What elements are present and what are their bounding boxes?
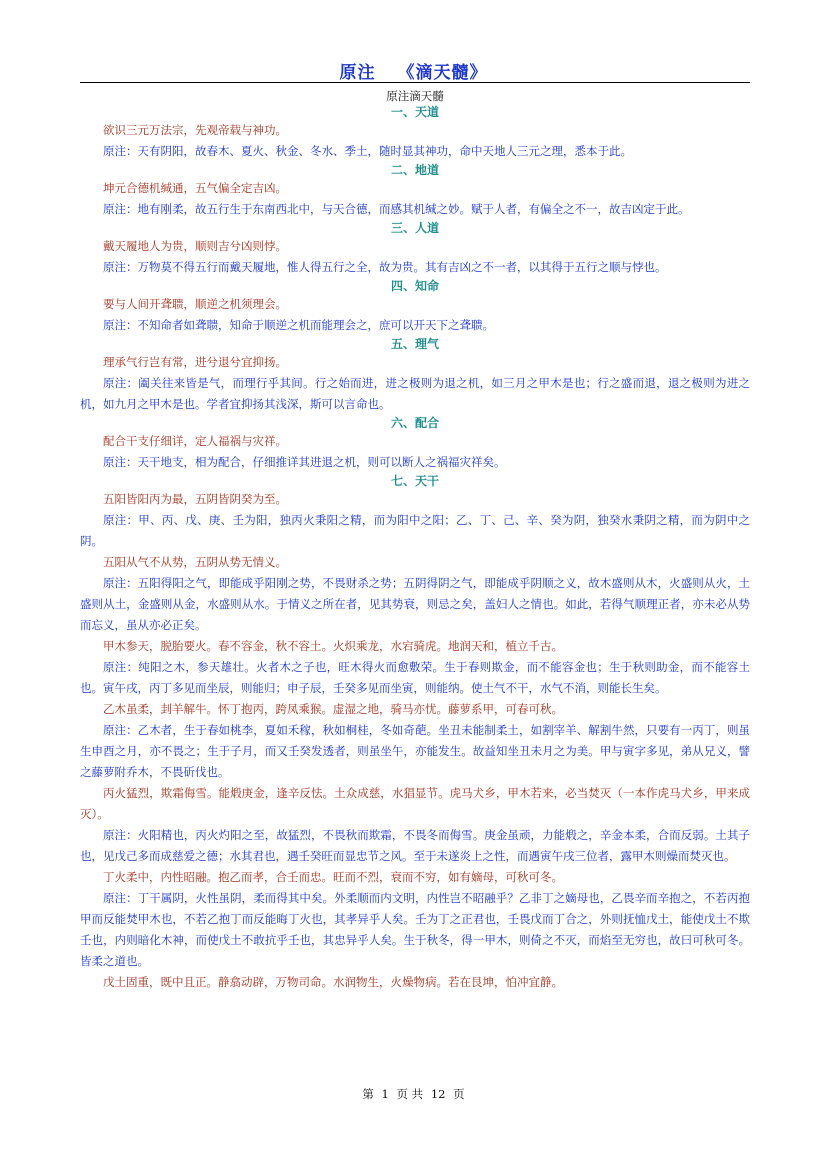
page-header-title (0, 58, 827, 83)
annotation-text: 原注：丁干属阴，火性虽阴，柔而得其中矣。外柔顺而内文明，内性岂不昭融乎？乙非丁之嫡母也，乙畏辛而辛抱之，不若丙抱甲而反能焚甲木也，不若乙抱丁而反能晦丁火也，其孝异乎人矣。壬为丁之正君也，壬畏戊而丁合之，外则抚恤戊土，能使戊土不欺壬也，内则暗化木神，而使戊土不敢抗乎壬也，其忠异乎人矣。生于秋冬，得一甲木，则倚之不灭，而焰至无穷也，故曰可秋可冬。皆柔之道也。 (80, 891, 750, 968)
header-divider (80, 82, 750, 83)
annotation-text: 原注：火阳精也，丙火灼阳之至，故猛烈，不畏秋而欺霜，不畏冬而侮雪。庚金虽顽，力能煅之，辛金本柔，合而反弱。土其子也，见戊己多而成慈爱之德；水其君也，遇壬癸旺而显忠节之风。至于未遂炎上之性，而遇寅午戌三位者，露甲木则燥而焚灭也。 (80, 828, 750, 863)
header-title-part-a: 原注 (339, 63, 376, 83)
verse-text: 丙火猛烈，欺霜侮雪。能煅庚金，逢辛反怯。土众成慈，水猖显节。虎马犬乡，甲木若来，必当焚灭（一本作虎马犬乡，甲来成灭）。 (80, 786, 750, 821)
section-heading: 二、地道 (390, 163, 439, 177)
footer-suffix: 页 (453, 1087, 465, 1101)
verse-text: 乙木虽柔，刲羊解牛。怀丁抱丙，跨凤乘猴。虚湿之地，骑马亦忧。藤萝系甲，可春可秋。 (103, 702, 563, 716)
annotation-text: 原注：万物莫不得五行而戴天履地，惟人得五行之全，故为贵。其有吉凶之不一者，以其得于五行之顺与悖也。 (103, 260, 667, 274)
verse-text: 甲木参天，脱胎要火。春不容金，秋不容土。火炽乘龙，水宕骑虎。地润天和，植立千古。 (103, 639, 563, 653)
footer-page-total: 12 (430, 1087, 446, 1101)
verse-text: 戴天履地人为贵，顺则吉兮凶则悖。 (103, 239, 287, 253)
annotation-text: 原注：乙木者，生于春如桃李，夏如禾稼，秋如桐桂，冬如奇葩。坐丑未能制柔土，如割宰羊、解割牛然，只要有一丙丁，则虽生申酉之月，亦不畏之；生于子月，而又壬癸发透者，则虽坐午，亦能发生。故益知坐丑未月之为美。甲与寅字多见，弟从兄义，譬之藤萝附乔木，不畏斫伐也。 (80, 723, 750, 779)
annotation-text: 原注：五阳得阳之气，即能成乎阳刚之势，不畏财杀之势；五阴得阴之气，即能成乎阴顺之义，故木盛则从木，火盛则从火，土盛则从土，金盛则从金，水盛则从水。于情义之所在者，见其势衰，则忌之矣，盖妇人之情也。如此，若得气顺理正者，亦未必从势而忘义，虽从亦必正矣。 (80, 576, 750, 632)
section-heading: 七、天干 (390, 474, 439, 488)
annotation-text: 原注：阖关往来皆是气，而理行乎其间。行之始而进，进之极则为退之机，如三月之甲木是也；行之盛而退，退之极则为进之机，如九月之甲木是也。学者宜抑扬其浅深，斯可以言命也。 (80, 376, 750, 411)
annotation-text: 原注：甲、丙、戊、庚、壬为阳，独丙火秉阳之精，而为阳中之阳；乙、丁、己、辛、癸为阴，独癸水秉阴之精，而为阴中之阴。 (80, 513, 750, 548)
document-title: 原注滴天髓 (386, 89, 444, 103)
footer-mid: 页 共 (396, 1087, 424, 1101)
section-heading: 三、人道 (390, 221, 439, 235)
annotation-text: 原注：地有刚柔，故五行生于东南西北中，与天合德，而感其机缄之妙。赋于人者，有偏全之不一，故吉凶定于此。 (103, 202, 690, 216)
section-heading: 五、理气 (390, 337, 439, 351)
verse-text: 五阳皆阳丙为最，五阴皆阴癸为至。 (103, 492, 287, 506)
verse-text: 欲识三元万法宗，先观帝载与神功。 (103, 123, 287, 137)
document-body (80, 88, 750, 993)
annotation-text: 原注：纯阳之木，参天雄壮。火者木之子也，旺木得火而愈敷荣。生于春则欺金，而不能容金也；生于秋则助金，而不能容土也。寅午戌，丙丁多见而坐辰，则能归；申子辰，壬癸多见而坐寅，则能纳。使土气不干，水气不消，则能长生矣。 (80, 660, 750, 695)
section-heading: 一、天道 (390, 105, 439, 119)
verse-text: 理承气行岂有常，进兮退兮宜抑扬。 (103, 355, 287, 369)
page-footer (0, 1086, 827, 1102)
verse-text: 丁火柔中，内性昭融。抱乙而孝，合壬而忠。旺而不烈，衰而不穷，如有嫡母，可秋可冬。 (103, 870, 563, 884)
annotation-text: 原注：天有阴阳，故春木、夏火、秋金、冬水、季土，随时显其神功，命中天地人三元之理，悉本于此。 (103, 144, 632, 158)
header-title-part-b: 《滴天髓》 (397, 63, 488, 83)
sections-container (80, 104, 750, 993)
section-heading: 六、配合 (390, 416, 439, 430)
footer-page-number: 1 (381, 1087, 389, 1101)
verse-text: 戊土固重，既中且正。静翕动辟，万物司命。水润物生，火燥物病。若在艮坤，怕冲宜静。 (103, 975, 563, 989)
verse-text: 五阳从气不从势，五阴从势无情义。 (103, 555, 287, 569)
verse-text: 坤元合德机缄通，五气偏全定吉凶。 (103, 181, 287, 195)
verse-text: 要与人间开聋聩，顺逆之机须理会。 (103, 297, 287, 311)
section-heading: 四、知命 (390, 279, 439, 293)
annotation-text: 原注：天干地支，相为配合，仔细推详其进退之机，则可以断人之祸福灾祥矣。 (103, 455, 506, 469)
footer-prefix: 第 (362, 1087, 374, 1101)
annotation-text: 原注：不知命者如聋聩，知命于顺逆之机而能理会之，庶可以开天下之聋聩。 (103, 318, 494, 332)
verse-text: 配合干支仔细详，定人福祸与灾祥。 (103, 434, 287, 448)
